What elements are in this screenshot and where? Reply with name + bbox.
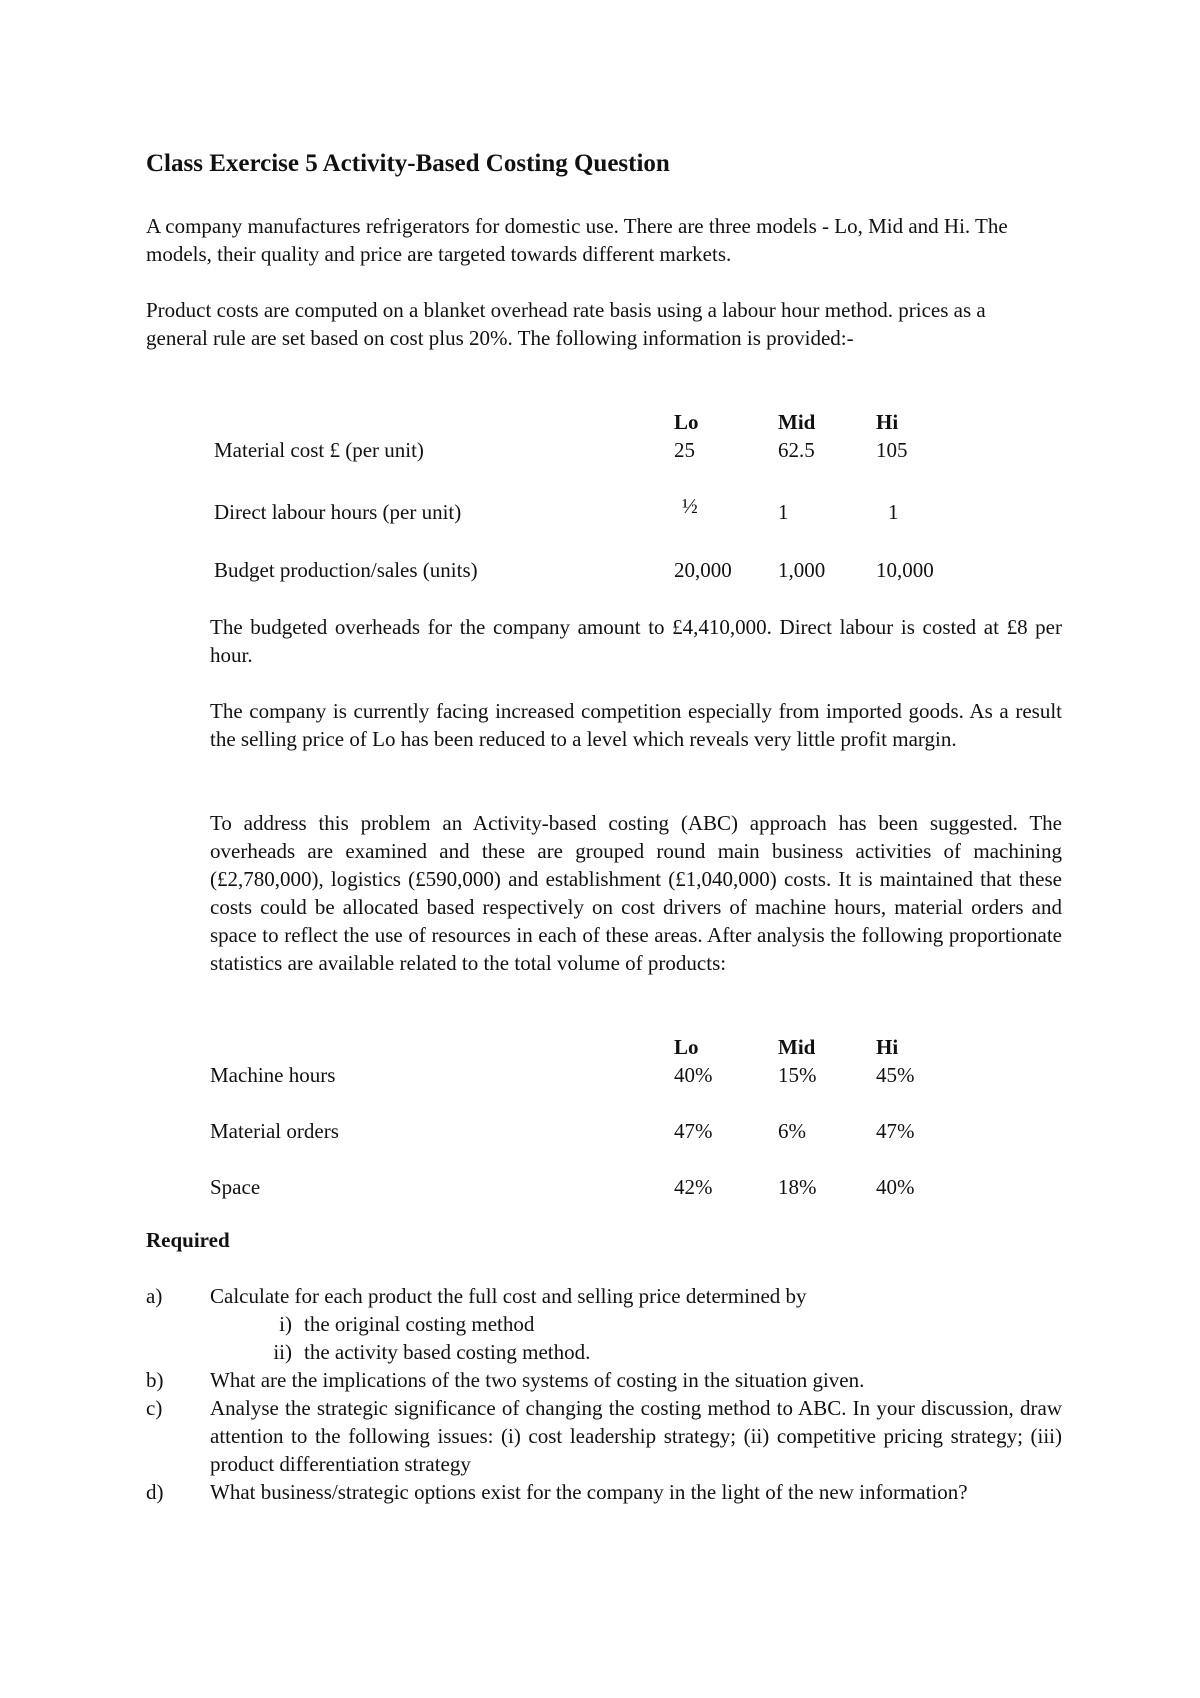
- competition-paragraph: The company is currently facing increased competition especially from imported goods. As a result the selling price of Lo has been reduced to a level which reveals very little profit margin.: [210, 699, 1062, 751]
- column-header-lo: Lo: [674, 410, 699, 434]
- activity-proportion-table: [210, 1033, 976, 1201]
- cell-hi: 105: [876, 438, 908, 462]
- sub-number: ii): [273, 1340, 292, 1364]
- row-label: Material cost £ (per unit): [214, 438, 424, 462]
- question-letter: a): [146, 1284, 163, 1308]
- product-data-table: [214, 408, 976, 584]
- cell-hi: 10,000: [876, 558, 934, 582]
- row-label: Space: [210, 1175, 261, 1199]
- cell-lo: 40%: [674, 1063, 713, 1087]
- row-label: Material orders: [210, 1119, 339, 1143]
- question-a-sub-ii: [238, 1338, 838, 1366]
- cell-hi: 45%: [876, 1063, 915, 1087]
- table-row: [214, 492, 976, 554]
- question-letter: c): [146, 1396, 163, 1420]
- question-letter: d): [146, 1480, 164, 1504]
- cell-hi: 1: [888, 500, 899, 524]
- row-label: Budget production/sales (units): [214, 558, 478, 582]
- overheads-paragraph: The budgeted overheads for the company amount to £4,410,000. Direct labour is costed at £8 per hour.: [210, 615, 1062, 667]
- costing-basis-paragraph: Product costs are computed on a blanket overhead rate basis using a labour hour method. prices as a general rule are set based on cost plus 20%. The following information is provided:-: [146, 298, 986, 350]
- column-header-hi: Hi: [876, 1035, 899, 1059]
- table-row: [210, 1061, 976, 1117]
- question-letter: b): [146, 1368, 164, 1392]
- abc-paragraph: To address this problem an Activity-based costing (ABC) approach has been suggested. The overheads are examined and these are grouped round main business activities of machining (£2,780,000), logistics (£590,000) and establishment (£1,040,000) costs. It is maintained that these costs could be allocated based respectively on cost drivers of machine hours, material orders and space to reflect the use of resources in each of these areas. After analysis the following proportionate statistics are available related to the total volume of products:: [210, 811, 1062, 975]
- question-text: Analyse the strategic significance of changing the costing method to ABC. In your discussion, draw attention to the following issues: (i) cost leadership strategy; (ii) competitive pricing strategy; (iii) product differentiation strategy: [210, 1396, 1062, 1476]
- cell-mid: 18%: [778, 1175, 817, 1199]
- table-header-row: [210, 1033, 976, 1061]
- table-header-row: [214, 408, 976, 436]
- cell-lo: 47%: [674, 1119, 713, 1143]
- cell-mid: 62.5: [778, 438, 815, 462]
- table-row: [214, 436, 976, 492]
- question-text: Calculate for each product the full cost and selling price determined by: [210, 1284, 807, 1308]
- row-label: Direct labour hours (per unit): [214, 500, 462, 524]
- cell-mid: 6%: [778, 1119, 806, 1143]
- sub-text: the activity based costing method.: [304, 1340, 591, 1364]
- table-row: [210, 1117, 976, 1173]
- cell-mid: 15%: [778, 1063, 817, 1087]
- column-header-lo: Lo: [674, 1035, 699, 1059]
- question-text: What business/strategic options exist for the company in the light of the new information?: [210, 1480, 968, 1504]
- cell-mid: 1: [778, 500, 789, 524]
- row-label: Machine hours: [210, 1063, 336, 1087]
- cell-hi: 47%: [876, 1119, 915, 1143]
- table-row: [210, 1173, 976, 1201]
- cell-mid: 1,000: [778, 558, 826, 582]
- document-title: Class Exercise 5 Activity-Based Costing Question: [146, 150, 670, 177]
- cell-lo: 20,000: [674, 558, 732, 582]
- question-a-sub-i: [238, 1310, 838, 1338]
- cell-hi: 40%: [876, 1175, 915, 1199]
- table-row: [214, 554, 976, 584]
- cell-lo: 25: [674, 438, 695, 462]
- sub-text: the original costing method: [304, 1312, 535, 1336]
- column-header-mid: Mid: [778, 1035, 816, 1059]
- required-heading: Required: [146, 1228, 230, 1252]
- column-header-mid: Mid: [778, 410, 816, 434]
- sub-number: i): [279, 1312, 292, 1336]
- cell-lo: 42%: [674, 1175, 713, 1199]
- cell-lo: ½: [682, 494, 698, 518]
- intro-paragraph: A company manufactures refrigerators for domestic use. There are three models - Lo, Mid and Hi. The models, their quality and price are targeted towards different markets.: [146, 214, 1008, 266]
- column-header-hi: Hi: [876, 410, 899, 434]
- question-text: What are the implications of the two systems of costing in the situation given.: [210, 1368, 865, 1392]
